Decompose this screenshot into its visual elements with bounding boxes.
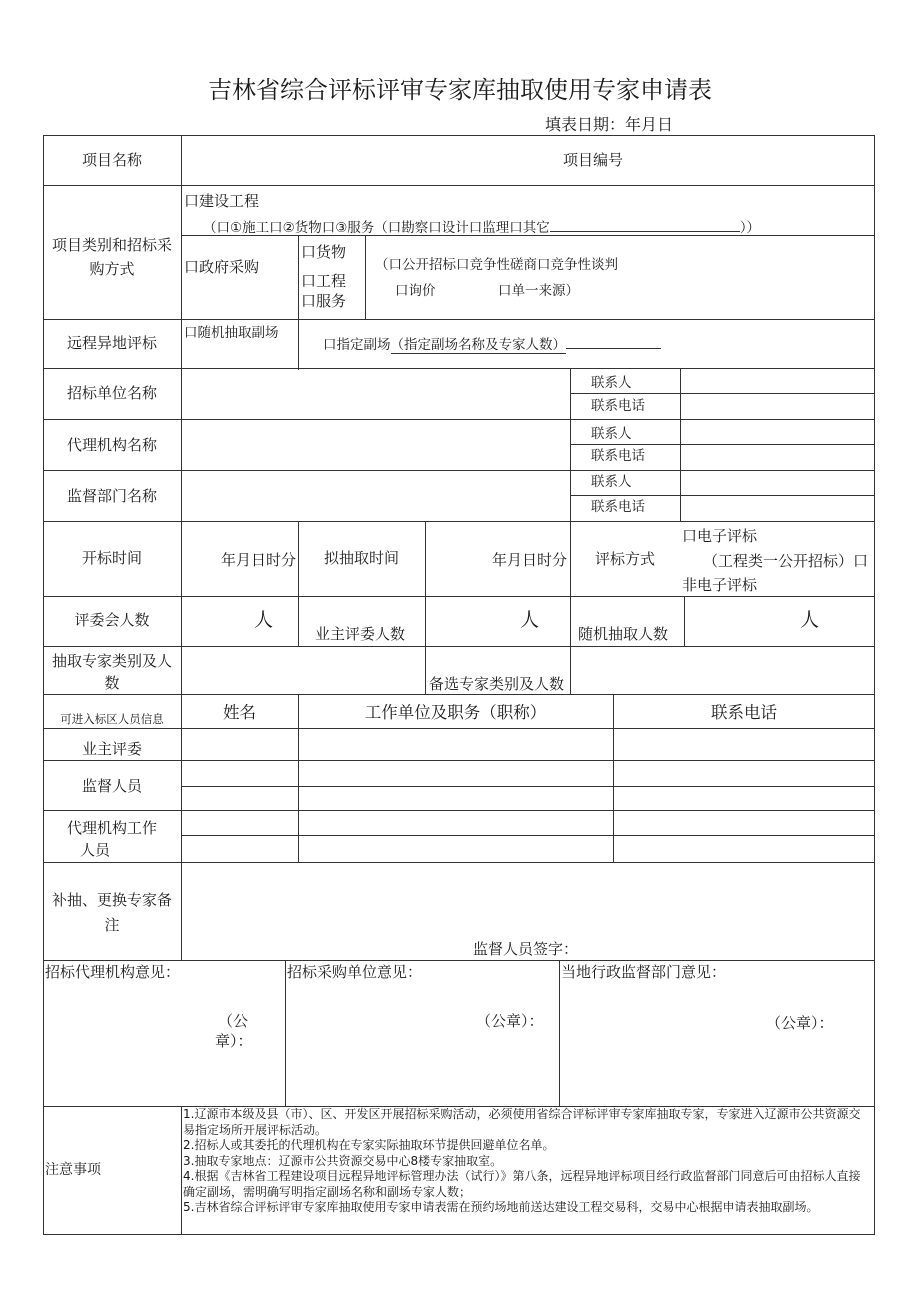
admin-seal: （公章）：: [766, 1014, 834, 1032]
agency-label: 代理机构名称: [66, 436, 157, 454]
note-item: 2.招标人或其委托的代理机构在专家实际抽取环节提供回避单位名单。: [183, 1138, 555, 1152]
col-phone-header: 联系电话: [711, 704, 777, 722]
note-item: 3.抽取专家地点：辽源市公共资源交易中心8楼专家抽取室。: [183, 1153, 503, 1168]
replacement-label-1: 补抽、更换专家备: [51, 891, 172, 909]
agency-phone-label: 联系电话: [591, 448, 645, 464]
committee-count-unit: 人: [254, 609, 274, 631]
supervision-phone-label: 联系电话: [591, 499, 645, 515]
goods-checkbox[interactable]: 口货物: [301, 243, 347, 261]
non-electronic-eval: 非电子评标: [682, 576, 758, 594]
eval-method-label: 评标方式: [594, 550, 655, 568]
agency-seal-1: （公: [218, 1012, 249, 1030]
construction-checkbox[interactable]: 口建设工程: [184, 192, 260, 210]
works-checkbox[interactable]: 口工程: [301, 272, 347, 290]
project-name-label: 项目名称: [81, 151, 142, 169]
note-item: 1.辽源市本级及县（市）、区、开发区开展招标采购活动，必须使用省综合评标评审专家库抽取专家，专家进入辽源市公共资源交易指定场所开展评标活动。: [183, 1107, 861, 1137]
single-source-checkbox[interactable]: 口单一来源）: [498, 283, 579, 299]
inquiry-checkbox[interactable]: 口询价: [395, 283, 436, 299]
fill-date: 填表日期：年月日: [545, 115, 674, 134]
remote-eval-label: 远程异地评标: [66, 334, 157, 352]
notes-label: 注意事项: [45, 1162, 101, 1178]
supervision-contact-label: 联系人: [591, 474, 632, 490]
owner-judge-label: 业主评委: [81, 740, 142, 758]
col-work-header: 工作单位及职务（职称）: [364, 704, 547, 722]
agency-seal-2: 章）：: [215, 1032, 253, 1050]
tender-unit-label: 招标单位名称: [66, 384, 157, 402]
procurement-methods[interactable]: （口公开招标口竞争性磋商口竞争性谈判: [375, 257, 618, 273]
bid-open-time-label: 开标时间: [81, 549, 142, 567]
construction-detail: （口①施工口②货物口③服务（口勘察口设计口监理口其它 ））: [203, 216, 760, 238]
designated-venue-checkbox[interactable]: 口指定副场（指定副场名称及专家人数）: [323, 333, 661, 355]
owner-count-label: 业主评委人数: [315, 625, 406, 643]
expert-type-label-2: 数: [104, 674, 120, 692]
tender-contact-label: 联系人: [591, 375, 632, 391]
replacement-label-2: 注: [104, 916, 120, 934]
notes-list: [183, 1107, 871, 1216]
agency-opinion-label: 招标代理机构意见：: [45, 963, 181, 981]
expert-type-label-1: 抽取专家类别及人: [51, 652, 172, 670]
tender-phone-label: 联系电话: [591, 398, 645, 414]
personnel-info-label: 可进入标区人员信息: [60, 712, 164, 726]
random-count-unit: 人: [800, 609, 820, 631]
note-item: 4.根据《吉林省工程建设项目远程异地评标管理办法（试行）》第八条，远程异地评标项目经行政监督部门同意后可由招标人直接确定副场，需明确写明指定副场名称和副场专家人数；: [183, 1169, 861, 1199]
draw-time-label: 拟抽取时间: [323, 549, 399, 567]
agency-staff-label-1: 代理机构工作: [66, 819, 157, 837]
random-venue-checkbox[interactable]: 口随机抽取副场: [184, 325, 279, 341]
supervisor-signature-label: 监督人员签字：: [473, 940, 579, 958]
random-count-label: 随机抽取人数: [578, 625, 669, 643]
note-item: 5.吉林省综合评标评审专家库抽取使用专家申请表需在预约场地前送达建设工程交易科，交易中心根据申请表抽取副场。: [183, 1200, 819, 1214]
application-form-table: [43, 135, 875, 1235]
purchaser-opinion-label: 招标采购单位意见：: [287, 963, 423, 981]
draw-time-value: 年月日时分: [492, 551, 568, 569]
eval-method-note[interactable]: （工程类一公开招标）口: [703, 552, 869, 570]
project-number-label: 项目编号: [562, 151, 623, 169]
bid-open-time-value: 年月日时分: [221, 551, 297, 569]
col-name-header: 姓名: [223, 704, 256, 722]
agency-staff-label-2: 人员: [80, 841, 111, 859]
admin-opinion-label: 当地行政监督部门意见：: [561, 963, 727, 981]
form-title: 吉林省综合评标评审专家库抽取使用专家申请表: [208, 76, 712, 104]
supervision-dept-label: 监督部门名称: [66, 487, 157, 505]
owner-count-unit: 人: [520, 609, 540, 631]
agency-contact-label: 联系人: [591, 426, 632, 442]
electronic-eval-checkbox[interactable]: 口电子评标: [682, 527, 758, 545]
gov-procurement-checkbox[interactable]: 口政府采购: [184, 258, 260, 276]
project-category-label: 项目类别和招标采购方式: [51, 236, 172, 278]
committee-count-label: 评委会人数: [74, 611, 150, 629]
purchaser-seal: （公章）：: [476, 1012, 544, 1030]
supervisor-label: 监督人员: [81, 777, 142, 795]
service-checkbox[interactable]: 口服务: [301, 292, 347, 310]
backup-expert-label: 备选专家类别及人数: [429, 675, 565, 693]
